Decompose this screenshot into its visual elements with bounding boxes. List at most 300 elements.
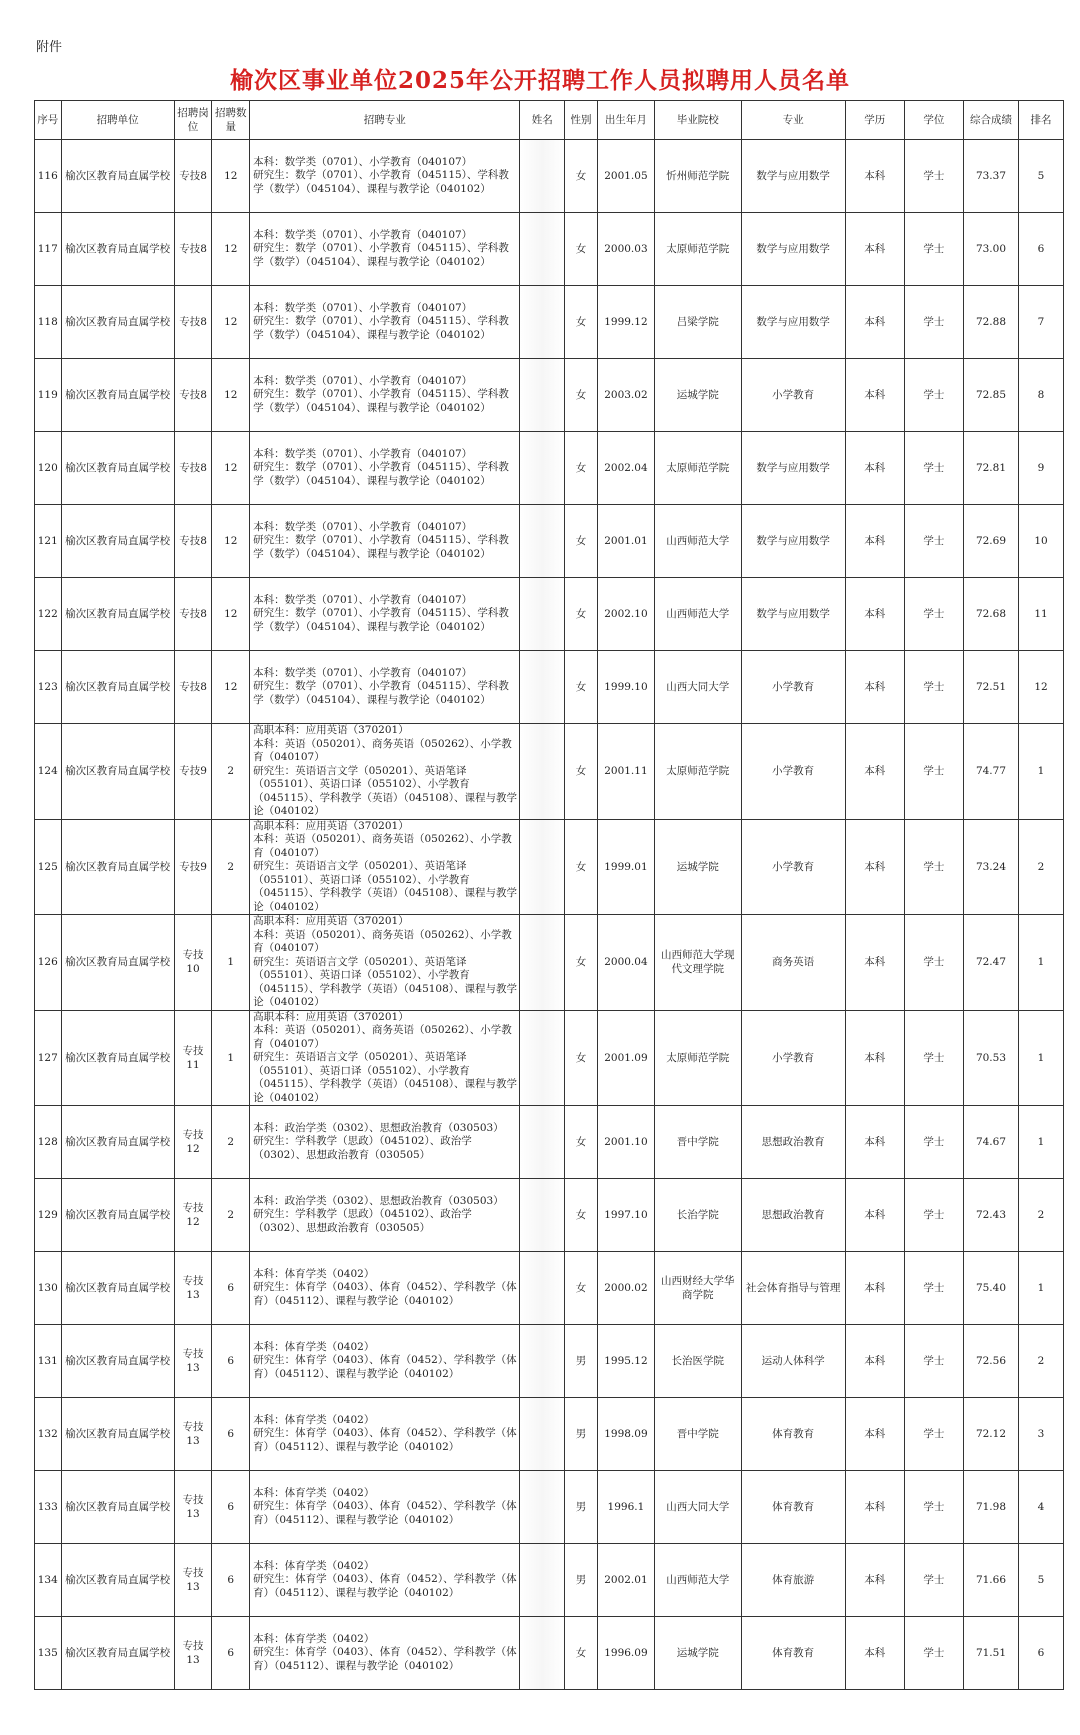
cell-rank: 8 — [1019, 359, 1064, 432]
cell-unit: 榆次区教育局直属学校 — [61, 286, 174, 359]
cell-unit: 榆次区教育局直属学校 — [61, 359, 174, 432]
cell-degree: 学士 — [904, 1398, 963, 1471]
cell-gender: 女 — [565, 1010, 598, 1106]
cell-no: 129 — [35, 1179, 62, 1252]
page-title: 榆次区事业单位2025年公开招聘工作人员拟聘用人员名单 — [229, 67, 850, 94]
cell-score: 73.37 — [963, 140, 1018, 213]
cell-count: 12 — [212, 213, 250, 286]
header-no: 序号 — [35, 101, 62, 140]
header-spec: 专业 — [741, 101, 845, 140]
cell-school: 太原师范学院 — [654, 724, 741, 820]
cell-count: 6 — [212, 1398, 250, 1471]
cell-major: 本科：政治学类（0302）、思想政治教育（030503） 研究生：学科教学（思政）（045102）、政治学（0302）、思想政治教育（030505） — [250, 1106, 520, 1179]
cell-rank: 5 — [1019, 140, 1064, 213]
cell-count: 6 — [212, 1544, 250, 1617]
cell-school: 太原师范学院 — [654, 1010, 741, 1106]
table-header-row — [35, 101, 1064, 140]
cell-score: 71.98 — [963, 1471, 1018, 1544]
cell-spec: 社会体育指导与管理 — [741, 1252, 845, 1325]
cell-gender: 女 — [565, 1106, 598, 1179]
cell-birth: 2001.10 — [597, 1106, 654, 1179]
cell-name — [520, 505, 565, 578]
cell-birth: 2000.03 — [597, 213, 654, 286]
cell-post: 专技8 — [174, 432, 212, 505]
cell-unit: 榆次区教育局直属学校 — [61, 1544, 174, 1617]
cell-edu: 本科 — [845, 1325, 904, 1398]
cell-name — [520, 1179, 565, 1252]
cell-school: 长治学院 — [654, 1179, 741, 1252]
cell-score: 71.51 — [963, 1617, 1018, 1690]
cell-degree: 学士 — [904, 432, 963, 505]
cell-post: 专技8 — [174, 505, 212, 578]
cell-count: 6 — [212, 1325, 250, 1398]
cell-score: 74.77 — [963, 724, 1018, 820]
cell-count: 6 — [212, 1617, 250, 1690]
cell-degree: 学士 — [904, 1106, 963, 1179]
cell-no: 125 — [35, 819, 62, 915]
cell-unit: 榆次区教育局直属学校 — [61, 724, 174, 820]
cell-degree: 学士 — [904, 1010, 963, 1106]
cell-birth: 2002.04 — [597, 432, 654, 505]
cell-school: 山西师范大学 — [654, 505, 741, 578]
cell-spec: 运动人体科学 — [741, 1325, 845, 1398]
cell-name — [520, 432, 565, 505]
cell-unit: 榆次区教育局直属学校 — [61, 915, 174, 1011]
cell-name — [520, 140, 565, 213]
cell-gender: 女 — [565, 140, 598, 213]
cell-birth: 2002.01 — [597, 1544, 654, 1617]
cell-birth: 2001.09 — [597, 1010, 654, 1106]
cell-birth: 2000.04 — [597, 915, 654, 1011]
cell-birth: 1999.12 — [597, 286, 654, 359]
cell-count: 6 — [212, 1252, 250, 1325]
cell-birth: 2002.10 — [597, 578, 654, 651]
table-row — [35, 578, 1064, 651]
table-row — [35, 651, 1064, 724]
cell-no: 116 — [35, 140, 62, 213]
cell-rank: 2 — [1019, 1179, 1064, 1252]
cell-score: 72.51 — [963, 651, 1018, 724]
cell-edu: 本科 — [845, 1398, 904, 1471]
cell-major: 本科：数学类（0701）、小学教育（040107） 研究生：数学（0701）、小学教育（045115）、学科教学（数学）（045104）、课程与教学论（040102） — [250, 505, 520, 578]
cell-score: 70.53 — [963, 1010, 1018, 1106]
cell-edu: 本科 — [845, 1106, 904, 1179]
table-row — [35, 213, 1064, 286]
cell-major: 本科：体育学类（0402） 研究生：体育学（0403）、体育（0452）、学科教学（体育）（045112）、课程与教学论（040102） — [250, 1252, 520, 1325]
cell-spec: 小学教育 — [741, 1010, 845, 1106]
cell-post: 专技8 — [174, 213, 212, 286]
cell-post: 专技10 — [174, 915, 212, 1011]
header-post: 招聘岗位 — [174, 101, 212, 140]
cell-birth: 2001.05 — [597, 140, 654, 213]
cell-rank: 4 — [1019, 1471, 1064, 1544]
cell-edu: 本科 — [845, 432, 904, 505]
cell-birth: 2001.11 — [597, 724, 654, 820]
cell-gender: 男 — [565, 1544, 598, 1617]
cell-score: 72.81 — [963, 432, 1018, 505]
cell-no: 123 — [35, 651, 62, 724]
cell-school: 山西大同大学 — [654, 651, 741, 724]
cell-count: 12 — [212, 359, 250, 432]
cell-count: 2 — [212, 819, 250, 915]
cell-rank: 1 — [1019, 1106, 1064, 1179]
cell-degree: 学士 — [904, 1179, 963, 1252]
cell-school: 山西财经大学华商学院 — [654, 1252, 741, 1325]
cell-major: 本科：数学类（0701）、小学教育（040107） 研究生：数学（0701）、小学教育（045115）、学科教学（数学）（045104）、课程与教学论（040102） — [250, 213, 520, 286]
cell-rank: 3 — [1019, 1398, 1064, 1471]
cell-major: 高职本科：应用英语（370201） 本科：英语（050201）、商务英语（050262）、小学教育（040107） 研究生：英语语言文学（050201）、英语笔译（055101）、英语口译（055102）、小学教育（045115）、学科教学（英语）（045108）、课程与教学论（040102） — [250, 724, 520, 820]
attachment-label: 附件 — [36, 40, 63, 55]
cell-rank: 11 — [1019, 578, 1064, 651]
cell-school: 山西大同大学 — [654, 1471, 741, 1544]
header-school: 毕业院校 — [654, 101, 741, 140]
table-row — [35, 819, 1064, 915]
cell-post: 专技12 — [174, 1106, 212, 1179]
cell-degree: 学士 — [904, 1617, 963, 1690]
cell-name — [520, 915, 565, 1011]
cell-school: 晋中学院 — [654, 1398, 741, 1471]
header-rank: 排名 — [1019, 101, 1064, 140]
cell-unit: 榆次区教育局直属学校 — [61, 213, 174, 286]
cell-gender: 女 — [565, 359, 598, 432]
cell-spec: 体育教育 — [741, 1471, 845, 1544]
table-row — [35, 359, 1064, 432]
cell-unit: 榆次区教育局直属学校 — [61, 1471, 174, 1544]
cell-unit: 榆次区教育局直属学校 — [61, 432, 174, 505]
cell-no: 117 — [35, 213, 62, 286]
cell-school: 吕梁学院 — [654, 286, 741, 359]
cell-gender: 男 — [565, 1398, 598, 1471]
cell-major: 高职本科：应用英语（370201） 本科：英语（050201）、商务英语（050262）、小学教育（040107） 研究生：英语语言文学（050201）、英语笔译（055101）、英语口译（055102）、小学教育（045115）、学科教学（英语）（045108）、课程与教学论（040102） — [250, 1010, 520, 1106]
cell-unit: 榆次区教育局直属学校 — [61, 1617, 174, 1690]
cell-gender: 女 — [565, 1617, 598, 1690]
cell-gender: 女 — [565, 819, 598, 915]
cell-gender: 女 — [565, 505, 598, 578]
cell-score: 72.47 — [963, 915, 1018, 1011]
cell-name — [520, 286, 565, 359]
cell-unit: 榆次区教育局直属学校 — [61, 578, 174, 651]
cell-edu: 本科 — [845, 1010, 904, 1106]
cell-count: 12 — [212, 432, 250, 505]
cell-gender: 男 — [565, 1471, 598, 1544]
header-degree: 学位 — [904, 101, 963, 140]
cell-no: 130 — [35, 1252, 62, 1325]
cell-name — [520, 1010, 565, 1106]
cell-gender: 女 — [565, 213, 598, 286]
cell-post: 专技13 — [174, 1617, 212, 1690]
cell-score: 72.69 — [963, 505, 1018, 578]
cell-post: 专技8 — [174, 286, 212, 359]
header-edu: 学历 — [845, 101, 904, 140]
cell-birth: 2000.02 — [597, 1252, 654, 1325]
cell-spec: 小学教育 — [741, 359, 845, 432]
cell-school: 太原师范学院 — [654, 213, 741, 286]
cell-edu: 本科 — [845, 819, 904, 915]
cell-count: 1 — [212, 915, 250, 1011]
cell-name — [520, 1252, 565, 1325]
cell-spec: 数学与应用数学 — [741, 578, 845, 651]
cell-gender: 女 — [565, 432, 598, 505]
cell-score: 74.67 — [963, 1106, 1018, 1179]
header-unit: 招聘单位 — [61, 101, 174, 140]
cell-count: 2 — [212, 1106, 250, 1179]
cell-spec: 体育教育 — [741, 1398, 845, 1471]
header-score: 综合成绩 — [963, 101, 1018, 140]
cell-post: 专技8 — [174, 578, 212, 651]
cell-edu: 本科 — [845, 359, 904, 432]
cell-no: 122 — [35, 578, 62, 651]
cell-post: 专技13 — [174, 1252, 212, 1325]
cell-score: 72.12 — [963, 1398, 1018, 1471]
cell-major: 高职本科：应用英语（370201） 本科：英语（050201）、商务英语（050262）、小学教育（040107） 研究生：英语语言文学（050201）、英语笔译（055101）、英语口译（055102）、小学教育（045115）、学科教学（英语）（045108）、课程与教学论（040102） — [250, 819, 520, 915]
cell-edu: 本科 — [845, 578, 904, 651]
cell-unit: 榆次区教育局直属学校 — [61, 1010, 174, 1106]
cell-major: 本科：数学类（0701）、小学教育（040107） 研究生：数学（0701）、小学教育（045115）、学科教学（数学）（045104）、课程与教学论（040102） — [250, 286, 520, 359]
cell-gender: 男 — [565, 1325, 598, 1398]
header-birth: 出生年月 — [597, 101, 654, 140]
table-row — [35, 432, 1064, 505]
cell-rank: 10 — [1019, 505, 1064, 578]
cell-post: 专技13 — [174, 1471, 212, 1544]
cell-count: 12 — [212, 578, 250, 651]
cell-birth: 2001.01 — [597, 505, 654, 578]
cell-degree: 学士 — [904, 915, 963, 1011]
cell-edu: 本科 — [845, 915, 904, 1011]
cell-spec: 思想政治教育 — [741, 1106, 845, 1179]
table-row — [35, 1106, 1064, 1179]
cell-degree: 学士 — [904, 1544, 963, 1617]
header-count: 招聘数量 — [212, 101, 250, 140]
table-row — [35, 1252, 1064, 1325]
cell-name — [520, 724, 565, 820]
cell-name — [520, 1325, 565, 1398]
table-row — [35, 1325, 1064, 1398]
cell-unit: 榆次区教育局直属学校 — [61, 1252, 174, 1325]
cell-no: 128 — [35, 1106, 62, 1179]
cell-unit: 榆次区教育局直属学校 — [61, 1325, 174, 1398]
cell-score: 71.66 — [963, 1544, 1018, 1617]
cell-count: 12 — [212, 286, 250, 359]
cell-birth: 1997.10 — [597, 1179, 654, 1252]
cell-edu: 本科 — [845, 505, 904, 578]
cell-rank: 1 — [1019, 1252, 1064, 1325]
candidate-table — [34, 100, 1064, 1690]
cell-no: 118 — [35, 286, 62, 359]
cell-degree: 学士 — [904, 213, 963, 286]
cell-degree: 学士 — [904, 651, 963, 724]
cell-post: 专技13 — [174, 1544, 212, 1617]
cell-degree: 学士 — [904, 578, 963, 651]
cell-post: 专技13 — [174, 1325, 212, 1398]
cell-school: 山西师范大学 — [654, 1544, 741, 1617]
cell-unit: 榆次区教育局直属学校 — [61, 140, 174, 213]
cell-degree: 学士 — [904, 1325, 963, 1398]
cell-birth: 2003.02 — [597, 359, 654, 432]
cell-birth: 1999.01 — [597, 819, 654, 915]
cell-birth: 1996.09 — [597, 1617, 654, 1690]
table-row — [35, 286, 1064, 359]
cell-score: 73.24 — [963, 819, 1018, 915]
table-row — [35, 140, 1064, 213]
cell-post: 专技8 — [174, 651, 212, 724]
cell-rank: 7 — [1019, 286, 1064, 359]
cell-rank: 6 — [1019, 213, 1064, 286]
cell-edu: 本科 — [845, 140, 904, 213]
header-gender: 性别 — [565, 101, 598, 140]
cell-major: 本科：体育学类（0402） 研究生：体育学（0403）、体育（0452）、学科教学（体育）（045112）、课程与教学论（040102） — [250, 1544, 520, 1617]
cell-edu: 本科 — [845, 724, 904, 820]
cell-post: 专技11 — [174, 1010, 212, 1106]
cell-no: 120 — [35, 432, 62, 505]
cell-birth: 1998.09 — [597, 1398, 654, 1471]
cell-rank: 5 — [1019, 1544, 1064, 1617]
cell-gender: 女 — [565, 915, 598, 1011]
table-row — [35, 1471, 1064, 1544]
cell-score: 72.88 — [963, 286, 1018, 359]
cell-major: 本科：数学类（0701）、小学教育（040107） 研究生：数学（0701）、小学教育（045115）、学科教学（数学）（045104）、课程与教学论（040102） — [250, 432, 520, 505]
cell-post: 专技12 — [174, 1179, 212, 1252]
cell-edu: 本科 — [845, 1471, 904, 1544]
header-name: 姓名 — [520, 101, 565, 140]
cell-no: 134 — [35, 1544, 62, 1617]
cell-major: 本科：数学类（0701）、小学教育（040107） 研究生：数学（0701）、小学教育（045115）、学科教学（数学）（045104）、课程与教学论（040102） — [250, 359, 520, 432]
cell-spec: 商务英语 — [741, 915, 845, 1011]
cell-no: 124 — [35, 724, 62, 820]
cell-gender: 女 — [565, 651, 598, 724]
cell-school: 长治医学院 — [654, 1325, 741, 1398]
cell-post: 专技9 — [174, 724, 212, 820]
cell-major: 高职本科：应用英语（370201） 本科：英语（050201）、商务英语（050262）、小学教育（040107） 研究生：英语语言文学（050201）、英语笔译（055101）、英语口译（055102）、小学教育（045115）、学科教学（英语）（045108）、课程与教学论（040102） — [250, 915, 520, 1011]
cell-no: 135 — [35, 1617, 62, 1690]
cell-school: 晋中学院 — [654, 1106, 741, 1179]
table-row — [35, 1398, 1064, 1471]
cell-name — [520, 578, 565, 651]
cell-school: 运城学院 — [654, 359, 741, 432]
cell-edu: 本科 — [845, 651, 904, 724]
cell-major: 本科：体育学类（0402） 研究生：体育学（0403）、体育（0452）、学科教学（体育）（045112）、课程与教学论（040102） — [250, 1471, 520, 1544]
cell-edu: 本科 — [845, 1544, 904, 1617]
cell-spec: 小学教育 — [741, 819, 845, 915]
cell-spec: 小学教育 — [741, 651, 845, 724]
cell-gender: 女 — [565, 286, 598, 359]
cell-birth: 1996.1 — [597, 1471, 654, 1544]
cell-name — [520, 651, 565, 724]
cell-count: 6 — [212, 1471, 250, 1544]
cell-spec: 数学与应用数学 — [741, 432, 845, 505]
cell-no: 126 — [35, 915, 62, 1011]
table-row — [35, 1179, 1064, 1252]
cell-no: 133 — [35, 1471, 62, 1544]
cell-spec: 数学与应用数学 — [741, 286, 845, 359]
cell-no: 121 — [35, 505, 62, 578]
cell-school: 太原师范学院 — [654, 432, 741, 505]
table-row — [35, 1010, 1064, 1106]
cell-unit: 榆次区教育局直属学校 — [61, 1106, 174, 1179]
table-row — [35, 724, 1064, 820]
cell-school: 运城学院 — [654, 1617, 741, 1690]
cell-post: 专技8 — [174, 359, 212, 432]
cell-unit: 榆次区教育局直属学校 — [61, 505, 174, 578]
cell-spec: 体育旅游 — [741, 1544, 845, 1617]
cell-school: 运城学院 — [654, 819, 741, 915]
cell-birth: 1995.12 — [597, 1325, 654, 1398]
cell-major: 本科：体育学类（0402） 研究生：体育学（0403）、体育（0452）、学科教学（体育）（045112）、课程与教学论（040102） — [250, 1325, 520, 1398]
cell-major: 本科：体育学类（0402） 研究生：体育学（0403）、体育（0452）、学科教学（体育）（045112）、课程与教学论（040102） — [250, 1398, 520, 1471]
cell-degree: 学士 — [904, 286, 963, 359]
cell-major: 本科：数学类（0701）、小学教育（040107） 研究生：数学（0701）、小学教育（045115）、学科教学（数学）（045104）、课程与教学论（040102） — [250, 140, 520, 213]
cell-no: 127 — [35, 1010, 62, 1106]
cell-school: 山西师范大学现代文理学院 — [654, 915, 741, 1011]
cell-spec: 数学与应用数学 — [741, 140, 845, 213]
cell-rank: 9 — [1019, 432, 1064, 505]
cell-name — [520, 1544, 565, 1617]
cell-spec: 小学教育 — [741, 724, 845, 820]
cell-rank: 1 — [1019, 915, 1064, 1011]
cell-school: 山西师范大学 — [654, 578, 741, 651]
cell-rank: 6 — [1019, 1617, 1064, 1690]
cell-gender: 女 — [565, 724, 598, 820]
table-row — [35, 915, 1064, 1011]
cell-count: 2 — [212, 1179, 250, 1252]
cell-spec: 数学与应用数学 — [741, 213, 845, 286]
cell-count: 12 — [212, 140, 250, 213]
cell-degree: 学士 — [904, 505, 963, 578]
cell-post: 专技13 — [174, 1398, 212, 1471]
cell-name — [520, 1617, 565, 1690]
cell-major: 本科：数学类（0701）、小学教育（040107） 研究生：数学（0701）、小学教育（045115）、学科教学（数学）（045104）、课程与教学论（040102） — [250, 651, 520, 724]
cell-degree: 学士 — [904, 1471, 963, 1544]
cell-no: 131 — [35, 1325, 62, 1398]
cell-edu: 本科 — [845, 1252, 904, 1325]
cell-count: 12 — [212, 505, 250, 578]
cell-name — [520, 213, 565, 286]
cell-degree: 学士 — [904, 724, 963, 820]
cell-score: 72.85 — [963, 359, 1018, 432]
cell-score: 72.68 — [963, 578, 1018, 651]
cell-rank: 12 — [1019, 651, 1064, 724]
cell-score: 75.40 — [963, 1252, 1018, 1325]
cell-rank: 1 — [1019, 724, 1064, 820]
cell-rank: 2 — [1019, 1325, 1064, 1398]
cell-gender: 女 — [565, 1252, 598, 1325]
cell-no: 119 — [35, 359, 62, 432]
cell-edu: 本科 — [845, 286, 904, 359]
cell-post: 专技8 — [174, 140, 212, 213]
header-major: 招聘专业 — [250, 101, 520, 140]
cell-count: 2 — [212, 724, 250, 820]
cell-score: 72.43 — [963, 1179, 1018, 1252]
cell-spec: 体育教育 — [741, 1617, 845, 1690]
cell-no: 132 — [35, 1398, 62, 1471]
table-row — [35, 1617, 1064, 1690]
cell-gender: 女 — [565, 578, 598, 651]
cell-birth: 1999.10 — [597, 651, 654, 724]
cell-rank: 2 — [1019, 819, 1064, 915]
cell-spec: 数学与应用数学 — [741, 505, 845, 578]
cell-score: 72.56 — [963, 1325, 1018, 1398]
cell-edu: 本科 — [845, 213, 904, 286]
cell-name — [520, 1471, 565, 1544]
cell-count: 1 — [212, 1010, 250, 1106]
cell-unit: 榆次区教育局直属学校 — [61, 1179, 174, 1252]
cell-unit: 榆次区教育局直属学校 — [61, 651, 174, 724]
cell-major: 本科：政治学类（0302）、思想政治教育（030503） 研究生：学科教学（思政）（045102）、政治学（0302）、思想政治教育（030505） — [250, 1179, 520, 1252]
table-row — [35, 1544, 1064, 1617]
cell-name — [520, 1106, 565, 1179]
cell-major: 本科：体育学类（0402） 研究生：体育学（0403）、体育（0452）、学科教学（体育）（045112）、课程与教学论（040102） — [250, 1617, 520, 1690]
cell-count: 12 — [212, 651, 250, 724]
cell-major: 本科：数学类（0701）、小学教育（040107） 研究生：数学（0701）、小学教育（045115）、学科教学（数学）（045104）、课程与教学论（040102） — [250, 578, 520, 651]
